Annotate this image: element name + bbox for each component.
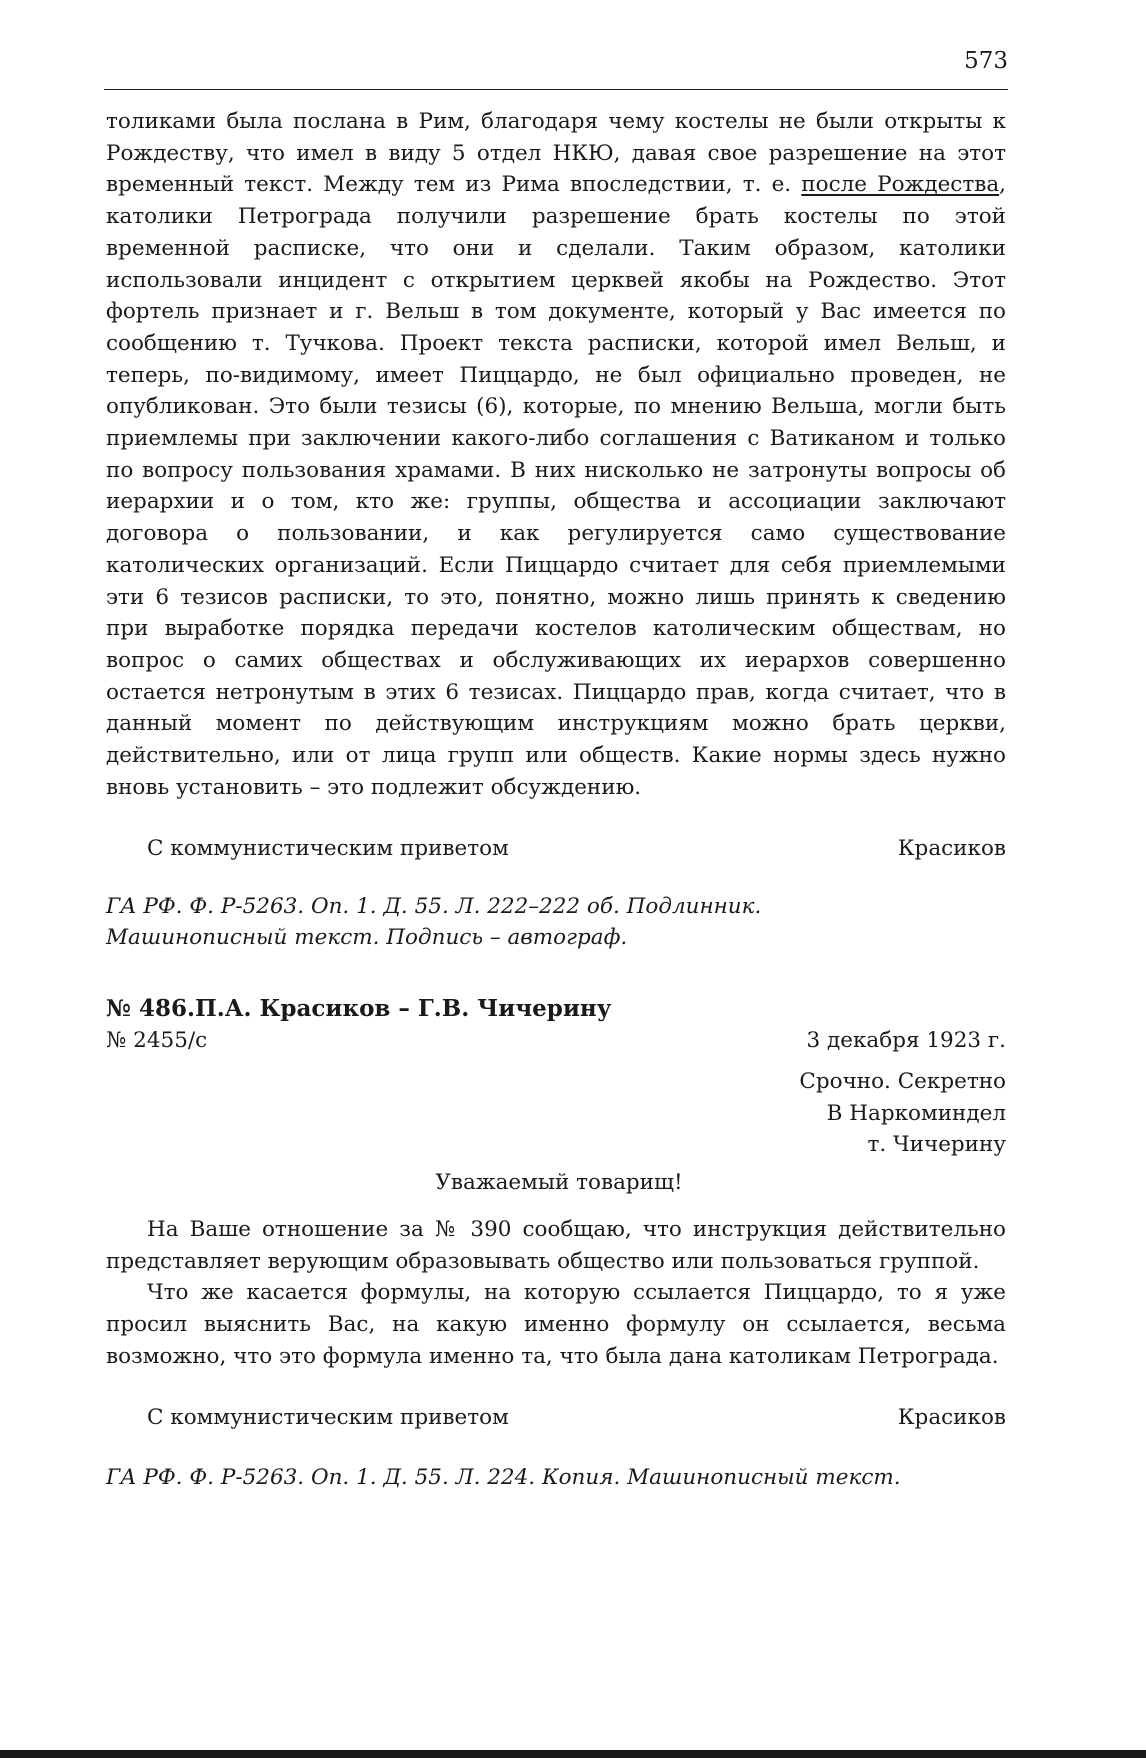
scan-edge-band <box>0 1750 1146 1758</box>
addressee-line: В Наркоминдел <box>826 1100 1006 1126</box>
letter-closing <box>106 1402 1006 1434</box>
letter-paragraph: На Ваше отношение за № 390 сообщаю, что инструкция действительно представляет верующим образовывать общество или пользоваться группой. <box>106 1216 1006 1274</box>
paragraph-text: толиками была послана в Рим, благодаря чему костелы не были открыты к Рождеству, что имел в виду 5 отдел НКЮ, давая свое разрешение на этот временный текст. Между тем из Рима впоследствии, т. е. <box>106 109 1006 198</box>
source-line: ГА РФ. Ф. Р-5263. Оп. 1. Д. 55. Л. 222–222 об. Подлинник. <box>106 894 762 920</box>
document-date: 3 декабря 1923 г. <box>806 1028 1006 1054</box>
source-line: Машинописный текст. Подпись – автограф. <box>106 925 628 951</box>
document-title: № 486.П.А. Красиков – Г.В. Чичерину <box>106 995 612 1023</box>
document-meta <box>106 1025 1006 1056</box>
addressee-line: Срочно. Секретно <box>799 1069 1006 1095</box>
header-rule <box>104 89 1008 90</box>
page-number: 573 <box>964 48 1008 74</box>
paragraph-text-continued: , католики Петрограда получили разрешение брать костелы по этой временной расписке, что они и сделали. Таким образом, католики использовали инцидент с открытием церквей якобы на Рождество. Этот фортель признает и г. Вельш в том документе, который у Вас имеется по сообщению т. Тучкова. Проект текста расписки, которой имел Вельш, и теперь, по-видимому, имеет Пиццардо, не был официально проведен, не опубликован. Это были тезисы (6), которые, по мнению Вельша, могли быть приемлемы при заключении какого-либо соглашения с Ватиканом и только по вопросу пользования храмами. В них нисколько не затронуты вопросы об иерархии и о том, кто же: группы, общества и ассоциации заключают договора о пользовании, и как регулируется само существование католических организаций. Если Пиццардо считает для себя приемлемыми эти 6 тезисов расписки, то это, понятно, можно лишь принять к сведению при выработке порядка передачи костелов католическим обществам, но вопрос о самих обществах и обслуживающих их иерархов совершенно остается нетронутым в этих 6 тезисах. Пиццардо прав, когда считает, что в данный момент по действующим инструкциям можно брать церкви, действительно, или от лица групп или обществ. Какие нормы здесь нужно вновь установить – это подлежит обсуждению. <box>106 172 1006 800</box>
addressee-line: т. Чичерину <box>867 1132 1006 1158</box>
underlined-phrase: после Рождества <box>801 172 1000 198</box>
archival-source: ГА РФ. Ф. Р-5263. Оп. 1. Д. 55. Л. 224. Копия. Машинописный текст. <box>106 1465 901 1491</box>
continued-letter-paragraph <box>106 106 1006 803</box>
closing-greeting: С коммунистическим приветом <box>147 1405 509 1431</box>
archival-source <box>106 891 1006 953</box>
signature: Красиков <box>897 836 1006 862</box>
letter-closing <box>106 833 1006 865</box>
closing-greeting: С коммунистическим приветом <box>147 836 509 862</box>
salutation: Уважаемый товарищ! <box>435 1169 683 1195</box>
letter-paragraph: Что же касается формулы, на которую ссылается Пиццардо, то я уже просил выяснить Вас, на какую именно формулу он ссылается, весьма возможно, что это формула именно та, что была дана католикам Петрограда. <box>106 1280 1006 1369</box>
page-body <box>106 106 1006 1493</box>
signature: Красиков <box>897 1405 1006 1431</box>
reference-number: № 2455/с <box>106 1028 208 1054</box>
